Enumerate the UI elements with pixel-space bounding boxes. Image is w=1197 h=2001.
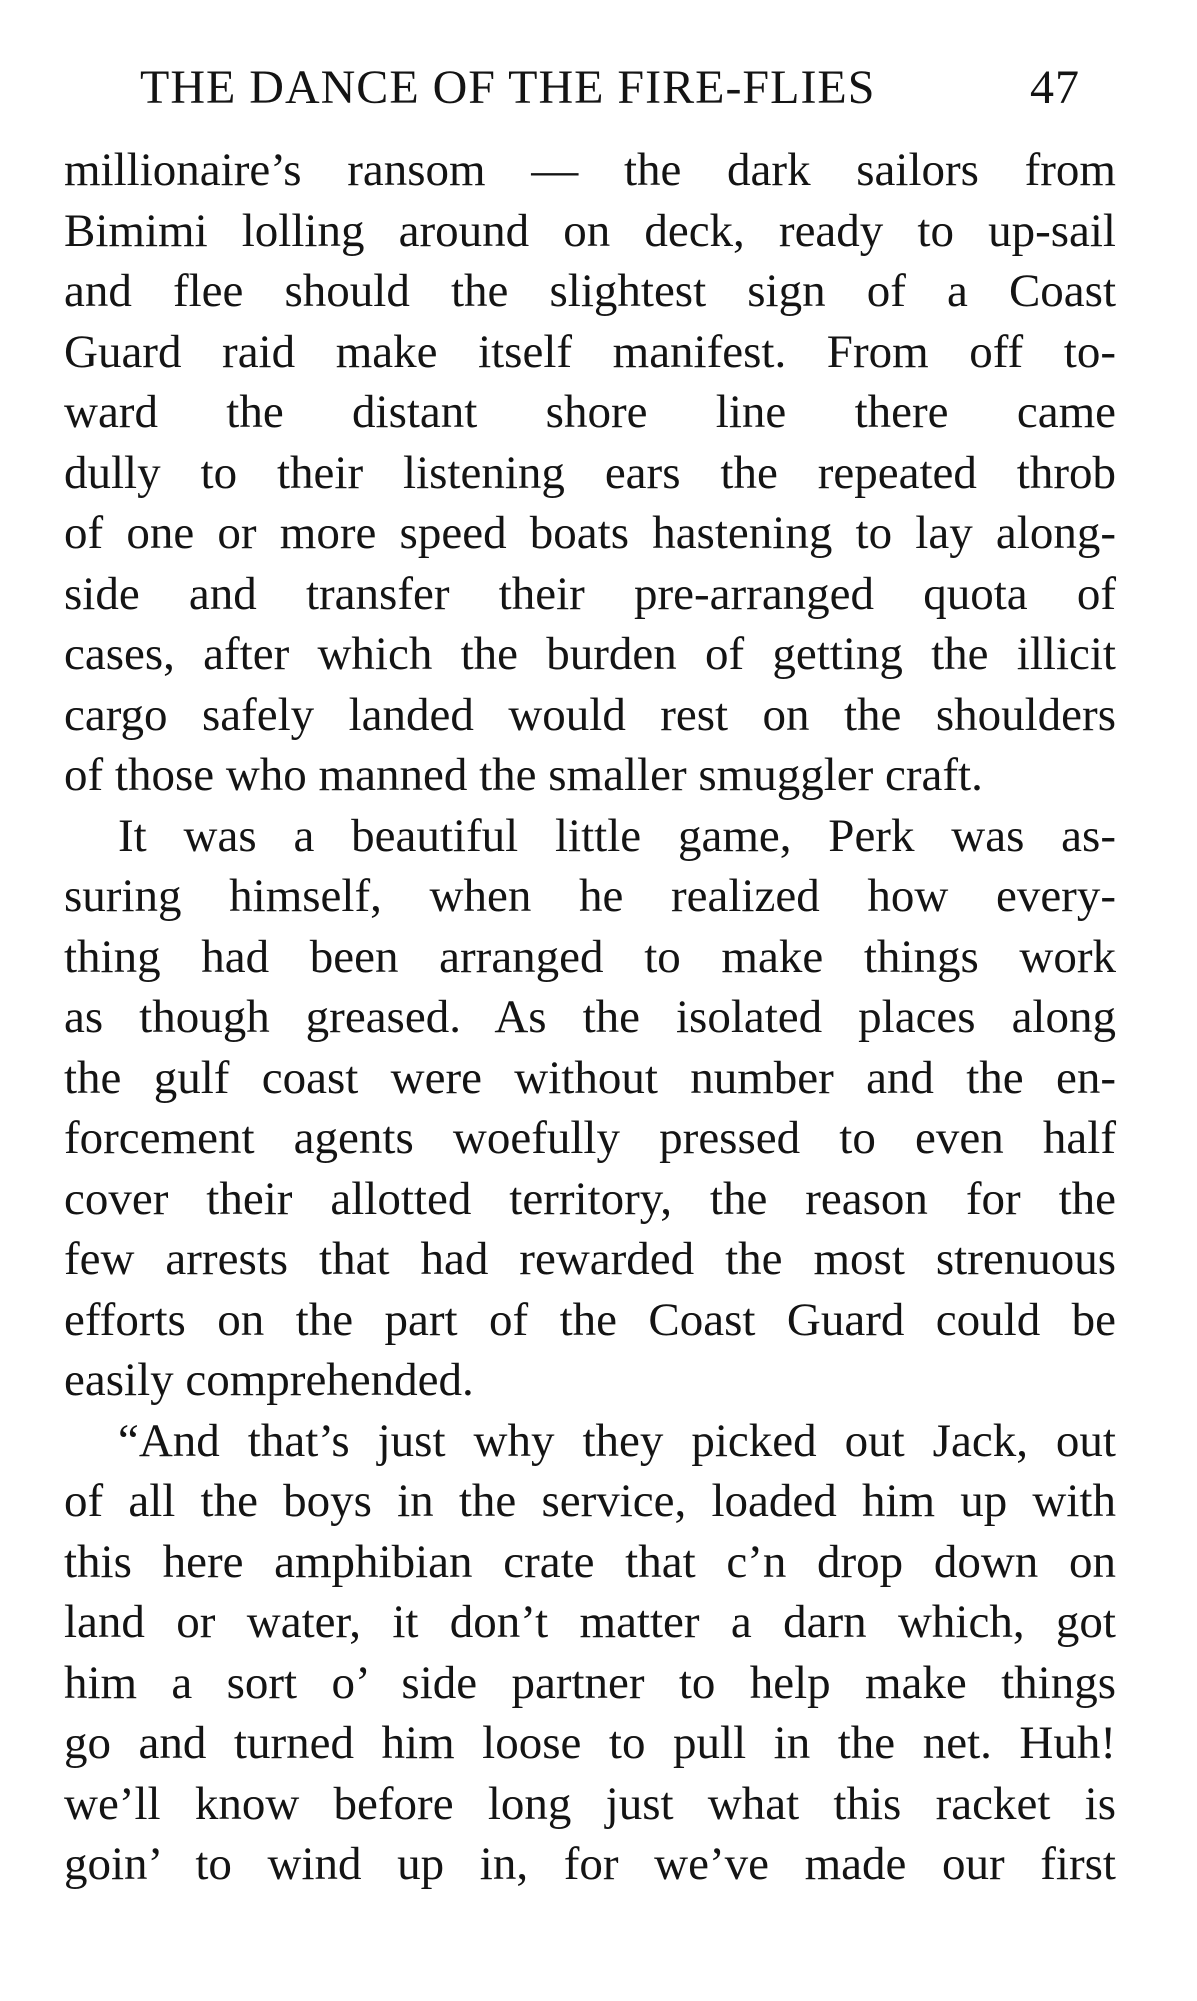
text-line: cargo safely landed would rest on the shoulders [64, 688, 1116, 741]
text-line: ward the distant shore line there came [64, 386, 1116, 438]
text-line: millionaire’s ransom — the dark sailors from [64, 144, 1116, 196]
body-text [64, 140, 1116, 1895]
running-head-title: THE DANCE OF THE FIRE-FLIES [140, 61, 876, 114]
text-line: It was a beautiful little game, Perk was as- [118, 809, 1116, 862]
text-line: dully to their listening ears the repeated throb [64, 446, 1116, 499]
text-line: cases, after which the burden of getting the illicit [64, 628, 1116, 680]
text-line: thing had been arranged to make things work [64, 930, 1116, 983]
text-line: this here amphibian crate that c’n drop down on [64, 1535, 1116, 1588]
page-number: 47 [1030, 61, 1080, 114]
text-line: of those who manned the smaller smuggler craft. [64, 749, 983, 801]
text-line: him a sort o’ side partner to help make things [64, 1656, 1116, 1709]
running-head [140, 56, 1080, 120]
text-line: go and turned him loose to pull in the net. Huh! [64, 1717, 1116, 1769]
text-line: land or water, it don’t matter a darn which, got [64, 1596, 1116, 1648]
text-line: goin’ to wind up in, for we’ve made our first [64, 1838, 1116, 1890]
text-line: forcement agents woefully pressed to even half [64, 1112, 1116, 1164]
text-line: efforts on the part of the Coast Guard could be [64, 1293, 1116, 1346]
text-line: and flee should the slightest sign of a Coast [64, 265, 1116, 317]
text-line: the gulf coast were without number and the en- [64, 1051, 1116, 1104]
text-line: cover their allotted territory, the reason for the [64, 1172, 1116, 1225]
text-line: of one or more speed boats hastening to lay along- [64, 507, 1116, 559]
text-line: of all the boys in the service, loaded him up with [64, 1475, 1116, 1527]
text-line: side and transfer their pre-arranged quota of [64, 567, 1116, 620]
text-line: Bimimi lolling around on deck, ready to up-sail [64, 204, 1116, 257]
text-line: suring himself, when he realized how every- [64, 870, 1116, 922]
text-line: as though greased. As the isolated places along [64, 991, 1116, 1043]
text-line: easily comprehended. [64, 1354, 474, 1406]
text-line: Guard raid make itself manifest. From off to- [64, 325, 1116, 378]
text-line: “And that’s just why they picked out Jack, out [118, 1414, 1116, 1467]
text-line: we’ll know before long just what this racket is [64, 1777, 1116, 1830]
text-line: few arrests that had rewarded the most strenuous [64, 1233, 1116, 1285]
